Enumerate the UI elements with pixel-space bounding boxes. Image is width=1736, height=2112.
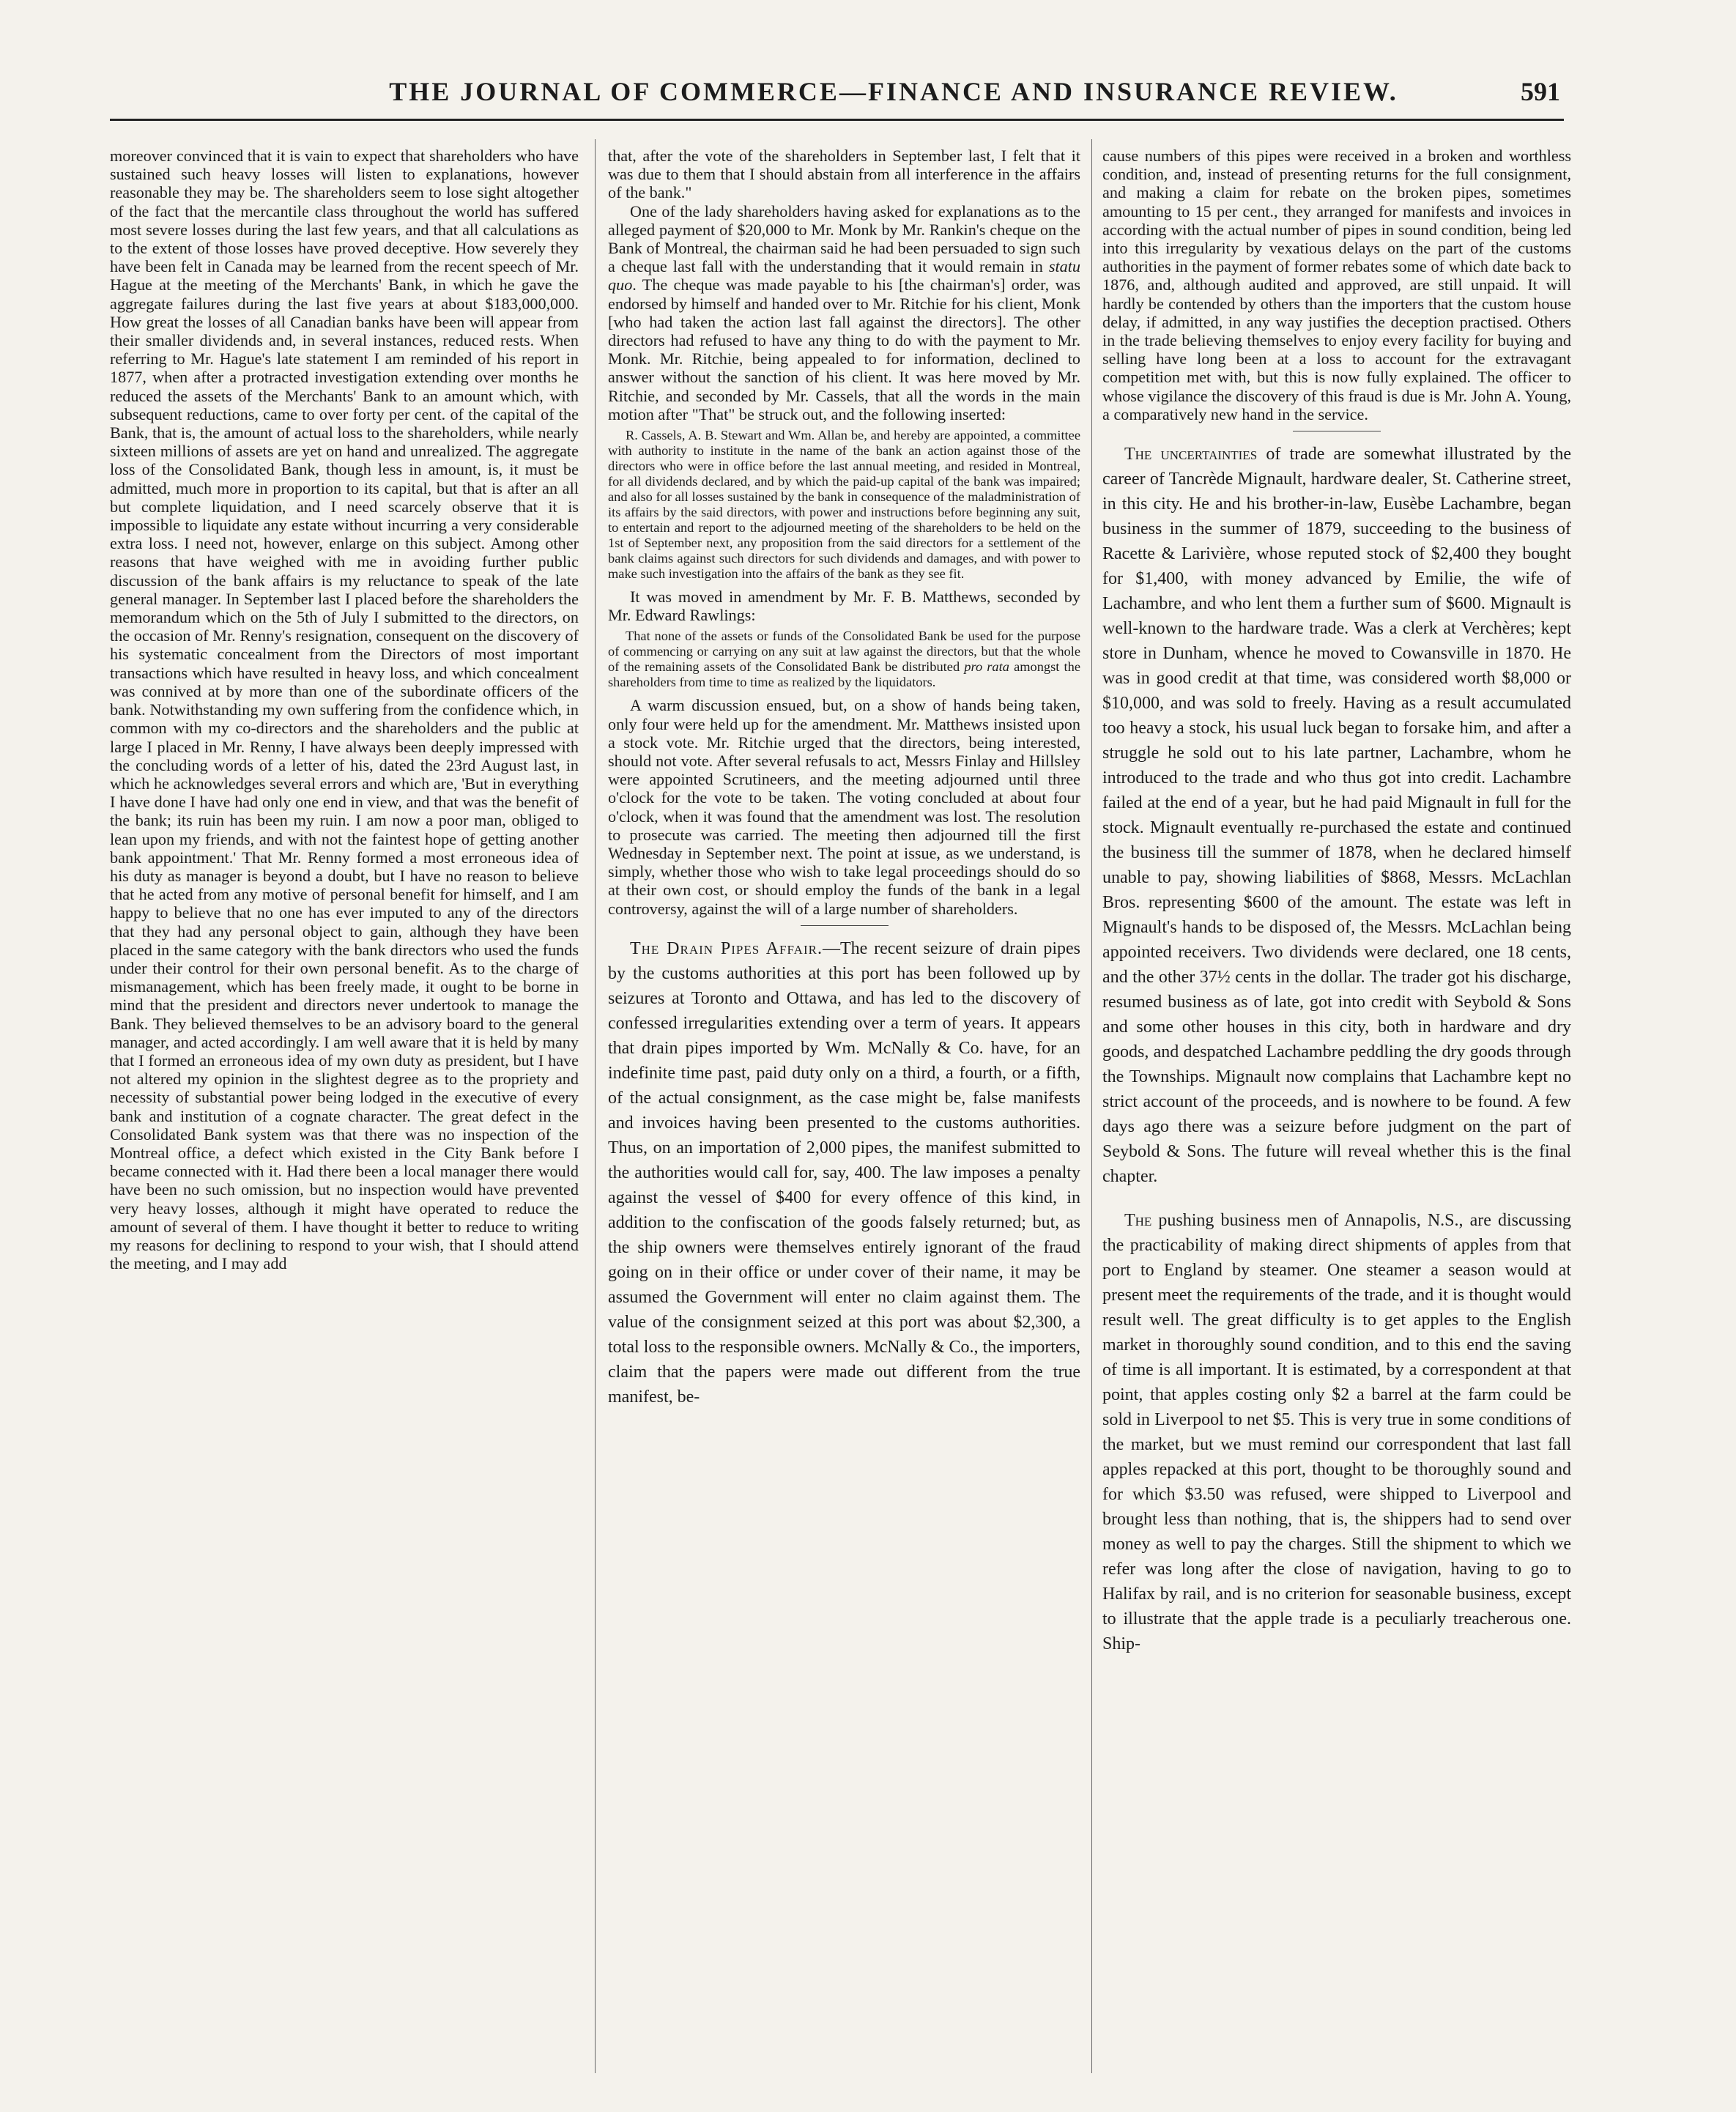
article-annapolis	[1102, 1208, 1571, 1656]
column-middle	[608, 147, 1080, 2080]
page-header	[110, 76, 1590, 113]
article-uncertainties	[1102, 442, 1571, 1189]
article-body: of trade are somewhat illustrated by the career of Tancrède Mignault, hardware dealer, St. Catherine street, in this city. He and his brother-in-law, Eusèbe Lachambre, began business in the summer of 1879, succeeding to the business of Racette & Larivière, whose reputed stock of $2,400 they bought for $1,400, with money advanced by Emilie, the wife of Lachambre, and who lent them a further sum of $600. Mignault is well-known to the hardware trade. Was a clerk at Verchères; kept store in Dunham, whence he moved to Cowansville in 1870. He was in good credit at that time, was considered worth $8,000 or $10,000, and was sold to freely. Having as a result accumulated too heavy a stock, his usual luck began to forsake him, and after a struggle he sold out to his late partner, Lachambre, whom he introduced to the trade and who thus got into credit. Lachambre failed at the end of a year, but he had paid Mignault in full for the stock. Mignault eventually re-purchased the estate and continued the business till the summer of 1878, when he declared himself unable to pay, showing liabilities of $868, Messrs. McLachlan Bros. representing $600 of the amount. The estate was left in Mignault's hands to be disposed of, the Messrs. McLachlan being appointed receivers. Two dividends were declared, one 18 cents, and the other 37½ cents in the dollar. The trader got his discharge, resumed business as of late, got into credit with Seybold & Sons and some other houses in this city, both in hardware and dry goods, and despatched Lachambre peddling the dry goods through the Townships. Mignault now complains that Lachambre kept no strict account of the proceeds, and is nowhere to be found. A few days ago there was a seizure before judgment on the part of Seybold & Sons. The future will reveal whether this is the final chapter.	[1102, 445, 1571, 1187]
column-divider	[595, 139, 596, 2073]
column-left	[110, 147, 579, 2080]
italic-phrase: statu quo	[608, 257, 1080, 294]
article-body: —The recent seizure of drain pipes by the customs authorities at this port has been followed up by seizures at Toronto and Ottawa, and has led to the discovery of confessed irregularities extending over a term of years. It appears that drain pipes imported by Wm. McNally & Co. have, for an indefinite time past, paid duty only on a third, a fourth, or a fifth, of the actual consignment, as the case might be, false manifests and invoices having been presented to the customs authorities. Thus, on an importation of 2,000 pipes, the manifest submitted to the authorities would call for, say, 400. The law imposes a penalty against the vessel of $400 for every offence of this kind, in addition to the confiscation of the goods falsely returned; but, as the ship owners were themselves entirely ignorant of the fraud going on in their office or under cover of their name, it may be assumed the Government will enter no claim against them. The value of the consignment seized at this port was about $2,300, a total loss to the responsible owners. McNally & Co., the importers, claim that the papers were made out different from the true manifest, be-	[608, 938, 1080, 1407]
spacer	[1102, 1189, 1571, 1208]
paragraph: It was moved in amendment by Mr. F. B. Matthews, seconded by Mr. Edward Rawlings:	[608, 588, 1080, 625]
column-right	[1102, 147, 1571, 2080]
article-heading: The Drain Pipes Affair.	[630, 938, 823, 958]
column-divider	[1091, 139, 1092, 2073]
page-number: 591	[1521, 77, 1560, 106]
section-separator	[801, 925, 889, 926]
amendment-quote	[608, 629, 1080, 690]
text-run: That none of the assets or funds of the Consolidated Bank be used for the purpose of commencing or carrying on any suit at law against the directors, but that the whole of the remaining assets of the Consolidated Bank be distributed	[608, 629, 1080, 675]
text-run: One of the lady shareholders having asked for explanations as to the alleged payment of $20,000 to Mr. Monk by Mr. Rankin's cheque on the Bank of Montreal, the chairman said he had been persuaded to sign such a cheque last fall with the understanding that it would remain in	[608, 201, 1080, 276]
resolution-quote: R. Cassels, A. B. Stewart and Wm. Allan be, and hereby are appointed, a committee with authority to institute in the name of the bank an action against those of the directors who were in office before the last annual meeting, and resided in Montreal, for all dividends declared, and by which the paid-up capital of the bank was impaired; and also for all losses sustained by the bank in consequence of the maladministration of its affairs by the said directors, with power and instructions before beginning any suit, to entertain and report to the adjourned meeting of the shareholders to be held on the 1st of September next, any proposition from the said directors for a settlement of the bank claims against such directors for such dividends and damages, and with power to make such investigation into the affairs of the bank as they see fit.	[608, 428, 1080, 582]
paragraph: that, after the vote of the shareholders in September last, I felt that it was due to them that I should abstain from all interference in the affairs of the bank."	[608, 147, 1080, 202]
article-heading: The	[1124, 1211, 1152, 1231]
header-rule	[110, 119, 1564, 121]
running-head: THE JOURNAL OF COMMERCE—FINANCE AND INSURANCE REVIEW.	[389, 77, 1398, 106]
text-run: . The cheque was made payable to his [the chairman's] order, was endorsed by himself and handed over to Mr. Ritchie for his client, Monk [who had taken the action last fall against the directors]. The other directors had refused to have any thing to do with the payment to Mr. Monk. Mr. Ritchie, being appealed to for information, declined to answer without the sanction of his client. It was here moved by Mr. Ritchie, and seconded by Mr. Cassels, that all the words in the main motion after "That" be struck out, and the following inserted:	[608, 275, 1080, 423]
article-body: pushing business men of Annapolis, N.S., are discussing the practicability of making direct shipments of apples from that port to England by steamer. One steamer a season would at present meet the requirements of the trade, and it is thought would result well. The great difficulty is to get apples to the English market in thoroughly sound condition, and to this end the saving of time is all important. It is estimated, by a correspondent at that point, that apples costing only $2 a barrel at the farm could be sold in Liverpool to net $5. This is very true in some conditions of the market, but we must remind our correspondent that last fall apples repacked at this port, thought to be thoroughly sound and for which $3.50 was refused, were shipped to Liverpool and brought less than nothing, that is, the shippers had to send over money as well to pay the charges. Still the shipment to which we refer was long after the close of navigation, having to go to Halifax by rail, and is no criterion for seasonable business, except to illustrate that the apple trade is a peculiarly treacherous one. Ship-	[1102, 1211, 1571, 1654]
paragraph	[608, 202, 1080, 423]
paragraph: A warm discussion ensued, but, on a show of hands being taken, only four were held up for the amendment. Mr. Matthews insisted upon a stock vote. Mr. Ritchie urged that the directors, being interested, should not vote. After several refusals to act, Messrs Finlay and Hillsley were appointed Scrutineers, and the meeting adjourned until three o'clock for the vote to be taken. The voting concluded at about four o'clock, when it was found that the amendment was lost. The resolution to prosecute was carried. The meeting then adjourned till the first Wednesday in September next. The point at issue, as we understand, is simply, whether those who wish to take legal proceedings should do so at their own cost, or should employ the funds of the bank in a legal controversy, against the will of a large number of shareholders.	[608, 696, 1080, 918]
paragraph: moreover convinced that it is vain to expect that shareholders who have sustained such heavy losses will listen to explanations, however reasonable they may be. The shareholders seem to lose sight altogether of the fact that the mercantile class throughout the world has suffered most severe losses during the last few years, and that all calculations as to the extent of those losses have proved deceptive. How severely they have been felt in Canada may be learned from the recent speech of Mr. Hague at the meeting of the Merchants' Bank, in which he gave the aggregate failures during the last five years at about $183,000,000. How great the losses of all Canadian banks have been will appear from their smaller dividends and, in several instances, reduced rests. When referring to Mr. Hague's late statement I am reminded of his report in 1877, when after a protracted investigation extending over months he reduced the assets of the Merchants' Bank to an amount which, with subsequent reductions, came to over forty per cent. of the capital of the Bank, that is, the amount of actual loss to the shareholders, while nearly sixteen millions of assets are yet on hand and unrealized. The aggregate loss of the Consolidated Bank, though less in amount, is, it must be admitted, much more in proportion to its capital, but that is after an all but complete liquidation, and I need scarcely observe that it is impossible to liquidate any estate without incurring a very considerable extra loss. I need not, however, enlarge on this subject. Among other reasons that have weighed with me in avoiding further public discussion of the bank affairs is my reluctance to speak of the late general manager. In September last I placed before the shareholders the memorandum which on the 5th of July I submitted to the directors, on the occasion of Mr. Renny's resignation, consequent on the discovery of his systematic concealment from the Directors of most important transactions which have resulted in heavy loss, and which concealment was connived at by more than one of the subordinate officers of the bank. Notwithstanding my own suffering from the confidence which, in common with my co-directors and the shareholders and the public at large I placed in Mr. Renny, I have always been deeply impressed with the concluding words of a letter of his, dated the 23rd August last, in which he acknowledges several errors and which are, 'But in everything I have done I have had only one end in view, and that was the benefit of the bank; its ruin has been my ruin. I am now a poor man, obliged to lean upon my friends, and with not the faintest hope of getting another bank appointment.' That Mr. Renny formed a most erroneous idea of his duty as manager is beyond a doubt, but I have no reason to believe that he acted from any motive of personal benefit for himself, and I am happy to believe that no one has ever imputed to any of the directors that they had any personal object to gain, although they have been placed in the same category with the bank directors who used the funds under their control for their own personal benefit. As to the charge of mismanagement, which has been freely made, it ought to be borne in mind that the president and directors never undertook to manage the Bank. They believed themselves to be an advisory board to the general manager, and acted accordingly. I am well aware that it is held by many that I formed an erroneous idea of my own duty as president, but I have not altered my opinion in the slightest degree as to the propriety and necessity of substantial power being lodged in the executive of every bank and institution of a cognate character. The great defect in the Consolidated Bank system was that there was no inspection of the Montreal office, a defect which existed in the City Bank before I became connected with it. Had there been a local manager there would have been no such omission, but no inspection would have prevented very heavy losses, although it might have operated to reduce the amount of several of them. I have thought it better to reduce to writing my reasons for declining to respond to your wish, that I should attend the meeting, and I may add	[110, 147, 579, 1273]
article-drain-pipes	[608, 936, 1080, 1409]
article-heading: The uncertainties	[1124, 445, 1258, 464]
text-run: amongst the shareholders from time to time as realized by the liquidators.	[608, 659, 1080, 690]
paragraph: cause numbers of this pipes were received in a broken and worthless condition, and, instead of presenting returns for the full consignment, and making a claim for rebate on the broken pipes, sometimes amounting to 15 per cent., they arranged for manifests and invoices in according with the actual number of pipes in sound condition, being led into this irregularity by vexatious delays on the part of the customs authorities in the payment of former rebates some of which date back to 1876, and, although audited and approved, are still unpaid. It will hardly be contended by others than the importers that the custom house delay, if admitted, in any way justifies the deception practised. Others in the trade believing themselves to enjoy every facility for buying and selling have long been at a loss to account for the extravagant competition met with, but this is now fully explained. The officer to whose vigilance the discovery of this fraud is due is Mr. John A. Young, a comparatively new hand in the service.	[1102, 147, 1571, 423]
italic-phrase: pro rata	[964, 659, 1009, 675]
